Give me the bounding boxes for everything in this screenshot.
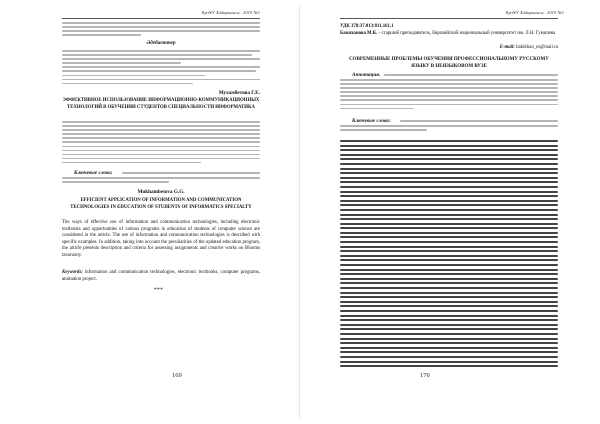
reference-list: [62, 50, 260, 87]
abstract-body: [340, 79, 558, 112]
end-mark: ***: [154, 288, 164, 293]
running-head: ҚазҰУ Хабаршысы · 2019 №1: [505, 10, 564, 15]
article-title: СОВРЕМЕННЫЕ ПРОБЛЕМЫ ОБУЧЕНИЯ ПРОФЕССИОНАЛЬНОМУ РУССКОМУ ЯЗЫКУ В НЕЯЗЫКОВОМ ВУЗЕ: [349, 57, 549, 69]
email-label: E-mail:: [499, 45, 515, 50]
ru-article-title: ЭФФЕКТИВНОЕ ИСПОЛЬЗОВАНИЕ ИНФОРМАЦИОННО-КОММУНИКАЦИОННЫХ ТЕХНОЛОГИЙ В ОБУЧЕНИИ СТУДЕНТОВ СПЕЦИАЛЬНОСТИ ИНФОРМАТИКА: [62, 98, 260, 110]
left-column: [62, 0, 260, 424]
references-heading: Әдебиеттер: [146, 40, 176, 46]
author-affiliation: - старший преподаватель, Евразийский национальный университет им. Л.Н. Гумилева: [378, 31, 556, 36]
ru-abstract: [62, 121, 260, 166]
udc-code: УДК 378:37.013:811.161.1: [340, 24, 394, 29]
en-abstract: The ways of effective use of information and communication technologies, including electronic textbooks and opportunities of various programs in education of students of computer science are considered in the article. The use of information and communication technologies is described with specific examples. In addition, taking into account the peculiarities of the updated education program, the article presents description and criteria for assessing assignments and creative works on Blooms taxonomy.: [62, 220, 260, 258]
ru-author: Мухамбетова Г.Е.: [218, 90, 260, 96]
author-email: [500, 45, 558, 52]
intro-paragraph: [340, 140, 558, 370]
en-keywords-label: Keywords:: [62, 270, 83, 275]
keywords-first-line: [400, 120, 558, 124]
abstract-first-line: [384, 74, 558, 78]
author-line: [340, 31, 558, 38]
ru-keywords-cont: [62, 177, 260, 185]
running-head: ҚазҰУ Хабаршысы · 2019 №1: [201, 10, 260, 15]
keywords-label: Ключевые слова:: [352, 118, 391, 124]
closing-paragraph: [62, 22, 260, 38]
author-name: Бакиханова М.К.: [340, 31, 378, 36]
en-author: Mukhambetova G.G.: [137, 189, 185, 195]
right-column: [340, 0, 558, 424]
ru-keywords-label: Ключевые слова:: [74, 170, 113, 176]
en-article-title: EFFICIENT APPLICATION OF INFORMATION AND COMMUNICATION TECHNOLOGIES IN EDUCATION OF STUDENTS OF INFORMATICS SPECIALTY: [70, 198, 252, 210]
page-number: 170: [420, 372, 430, 379]
abstract-label: Аннотация.: [352, 72, 381, 78]
ru-keywords: [122, 172, 260, 176]
email-value: bakikhan_m@mail.ru: [516, 45, 558, 50]
right-page: [300, 0, 600, 424]
en-keywords-block: [62, 270, 260, 283]
keywords-cont: [340, 125, 558, 133]
en-keywords: information and communication technologies, electronic textbooks, computer programs, animation project.: [62, 270, 261, 282]
page-number: 169: [172, 372, 182, 379]
